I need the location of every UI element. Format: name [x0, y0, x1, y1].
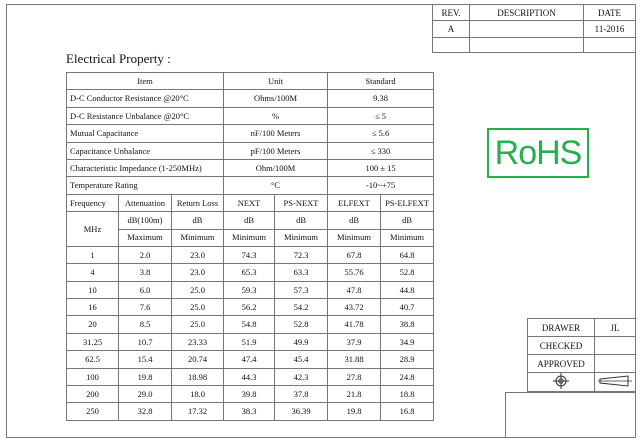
- value-cell: 25.0: [172, 316, 224, 333]
- property-item: Temperature Rating: [67, 177, 224, 194]
- value-cell: 72.3: [275, 246, 328, 263]
- performance-row: [67, 281, 434, 298]
- property-row: [67, 107, 434, 124]
- property-standard: 9.38: [328, 90, 434, 107]
- property-item: D-C Resistance Unbalance @20°C: [67, 107, 224, 124]
- value-cell: 32.8: [119, 403, 172, 420]
- projection-cell: [595, 373, 636, 392]
- description-value: [470, 21, 584, 38]
- property-item: Mutual Capacitance: [67, 125, 224, 142]
- drawer-label: DRAWER: [528, 319, 595, 337]
- value-cell: 38.3: [224, 403, 275, 420]
- value-cell: 19.8: [328, 403, 381, 420]
- description-empty: [470, 38, 584, 53]
- value-cell: 7.6: [119, 299, 172, 316]
- performance-row: [67, 368, 434, 385]
- performance-header: ELFEXT: [328, 194, 381, 211]
- value-cell: 21.8: [328, 386, 381, 403]
- property-item: Capacitance Unbalance: [67, 142, 224, 159]
- value-cell: 24.8: [381, 368, 434, 385]
- value-cell: 52.8: [381, 264, 434, 281]
- electrical-property-table: [66, 72, 434, 421]
- projection-cone-icon: [598, 375, 632, 387]
- value-cell: 38.8: [381, 316, 434, 333]
- item-header: Item: [67, 73, 224, 90]
- property-standard: 100 ± 15: [328, 159, 434, 176]
- value-cell: 55.76: [328, 264, 381, 281]
- performance-row: [67, 403, 434, 420]
- property-standard: -10~+75: [328, 177, 434, 194]
- frequency-cell: 10: [67, 281, 119, 298]
- rev-value: A: [433, 21, 470, 38]
- value-cell: 28.9: [381, 351, 434, 368]
- performance-row: [67, 333, 434, 350]
- value-cell: 18.98: [172, 368, 224, 385]
- frequency-cell: 250: [67, 403, 119, 420]
- value-cell: 65.3: [224, 264, 275, 281]
- unit-cell: dB: [381, 212, 434, 229]
- value-cell: 23.0: [172, 264, 224, 281]
- property-item: D-C Conductor Resistance @20°C: [67, 90, 224, 107]
- property-unit: Ohms/100M: [224, 90, 328, 107]
- frequency-cell: 16: [67, 299, 119, 316]
- value-cell: 6.0: [119, 281, 172, 298]
- frequency-unit: MHz: [67, 212, 119, 247]
- value-cell: 47.8: [328, 281, 381, 298]
- value-cell: 44.8: [381, 281, 434, 298]
- value-cell: 8.5: [119, 316, 172, 333]
- value-cell: 29.0: [119, 386, 172, 403]
- value-cell: 51.9: [224, 333, 275, 350]
- section-title: Electrical Property :: [66, 51, 171, 66]
- unit-cell: dB: [275, 212, 328, 229]
- performance-row: [67, 246, 434, 263]
- checked-value: [595, 337, 636, 355]
- property-row: [67, 142, 434, 159]
- crosshair-target-icon: [552, 373, 570, 389]
- value-cell: 63.3: [275, 264, 328, 281]
- value-cell: 20.74: [172, 351, 224, 368]
- performance-row: [67, 316, 434, 333]
- performance-row: [67, 299, 434, 316]
- standard-header: Standard: [328, 73, 434, 90]
- value-cell: 43.72: [328, 299, 381, 316]
- value-cell: 49.9: [275, 333, 328, 350]
- value-cell: 3.8: [119, 264, 172, 281]
- value-cell: 67.8: [328, 246, 381, 263]
- rev-header: REV.: [433, 5, 470, 21]
- crosshair-cell: [528, 373, 595, 392]
- value-cell: 45.4: [275, 351, 328, 368]
- property-unit: %: [224, 107, 328, 124]
- value-cell: 18.0: [172, 386, 224, 403]
- value-cell: 44.3: [224, 368, 275, 385]
- property-unit: Ohm/100M: [224, 159, 328, 176]
- property-standard: ≤ 330: [328, 142, 434, 159]
- performance-header: PS-NEXT: [275, 194, 328, 211]
- frequency-cell: 200: [67, 386, 119, 403]
- checked-label: CHECKED: [528, 337, 595, 355]
- description-header: DESCRIPTION: [470, 5, 584, 21]
- title-block: [527, 318, 636, 392]
- property-row: [67, 177, 434, 194]
- rev-empty: [433, 38, 470, 53]
- value-cell: 17.32: [172, 403, 224, 420]
- value-cell: 2.0: [119, 246, 172, 263]
- performance-unit-row: [67, 212, 434, 229]
- performance-row: [67, 386, 434, 403]
- limit-cell: Minimum: [172, 229, 224, 246]
- frequency-cell: 20: [67, 316, 119, 333]
- frequency-cell: 100: [67, 368, 119, 385]
- limit-cell: Minimum: [275, 229, 328, 246]
- value-cell: 42.3: [275, 368, 328, 385]
- value-cell: 10.7: [119, 333, 172, 350]
- unit-cell: dB: [172, 212, 224, 229]
- property-standard: ≤ 5: [328, 107, 434, 124]
- performance-header: Attenuation: [119, 194, 172, 211]
- drawer-value: JL: [595, 319, 636, 337]
- performance-row: [67, 351, 434, 368]
- value-cell: 64.8: [381, 246, 434, 263]
- value-cell: 56.2: [224, 299, 275, 316]
- value-cell: 25.0: [172, 299, 224, 316]
- value-cell: 57.3: [275, 281, 328, 298]
- frequency-cell: 31.25: [67, 333, 119, 350]
- value-cell: 18.8: [381, 386, 434, 403]
- limit-cell: Minimum: [328, 229, 381, 246]
- date-value: 11-2016: [584, 21, 636, 38]
- approved-value: [595, 355, 636, 373]
- value-cell: 52.8: [275, 316, 328, 333]
- value-cell: 25.0: [172, 281, 224, 298]
- property-item: Characteristic Impedance (1-250MHz): [67, 159, 224, 176]
- rohs-mark: RoHS: [487, 128, 589, 178]
- value-cell: 40.7: [381, 299, 434, 316]
- value-cell: 74.3: [224, 246, 275, 263]
- value-cell: 36.39: [275, 403, 328, 420]
- unit-header: Unit: [224, 73, 328, 90]
- value-cell: 16.8: [381, 403, 434, 420]
- frequency-cell: 62.5: [67, 351, 119, 368]
- performance-header-row: [67, 194, 434, 211]
- value-cell: 47.4: [224, 351, 275, 368]
- performance-header: NEXT: [224, 194, 275, 211]
- value-cell: 59.3: [224, 281, 275, 298]
- property-row: [67, 125, 434, 142]
- value-cell: 54.8: [224, 316, 275, 333]
- property-row: [67, 159, 434, 176]
- property-standard: ≤ 5.6: [328, 125, 434, 142]
- value-cell: 23.33: [172, 333, 224, 350]
- performance-header: PS-ELFEXT: [381, 194, 434, 211]
- date-empty: [584, 38, 636, 53]
- limit-cell: Maximum: [119, 229, 172, 246]
- limit-cell: Minimum: [224, 229, 275, 246]
- value-cell: 37.9: [328, 333, 381, 350]
- property-unit: pF/100 Meters: [224, 142, 328, 159]
- value-cell: 39.8: [224, 386, 275, 403]
- value-cell: 31.88: [328, 351, 381, 368]
- value-cell: 23.0: [172, 246, 224, 263]
- title-block-lower-box: [505, 392, 636, 438]
- revision-block: [432, 4, 636, 53]
- performance-limit-row: [67, 229, 434, 246]
- property-header-row: [67, 73, 434, 90]
- property-row: [67, 90, 434, 107]
- date-header: DATE: [584, 5, 636, 21]
- unit-cell: dB: [224, 212, 275, 229]
- approved-label: APPROVED: [528, 355, 595, 373]
- value-cell: 34.9: [381, 333, 434, 350]
- performance-header: Frequency: [67, 194, 119, 211]
- performance-header: Return Loss: [172, 194, 224, 211]
- value-cell: 15.4: [119, 351, 172, 368]
- frequency-cell: 1: [67, 246, 119, 263]
- unit-cell: dB: [328, 212, 381, 229]
- value-cell: 19.8: [119, 368, 172, 385]
- unit-cell: dB(100m): [119, 212, 172, 229]
- property-unit: nF/100 Meters: [224, 125, 328, 142]
- performance-row: [67, 264, 434, 281]
- value-cell: 27.8: [328, 368, 381, 385]
- value-cell: 54.2: [275, 299, 328, 316]
- frequency-cell: 4: [67, 264, 119, 281]
- value-cell: 41.78: [328, 316, 381, 333]
- property-unit: °C: [224, 177, 328, 194]
- limit-cell: Minimum: [381, 229, 434, 246]
- value-cell: 37.8: [275, 386, 328, 403]
